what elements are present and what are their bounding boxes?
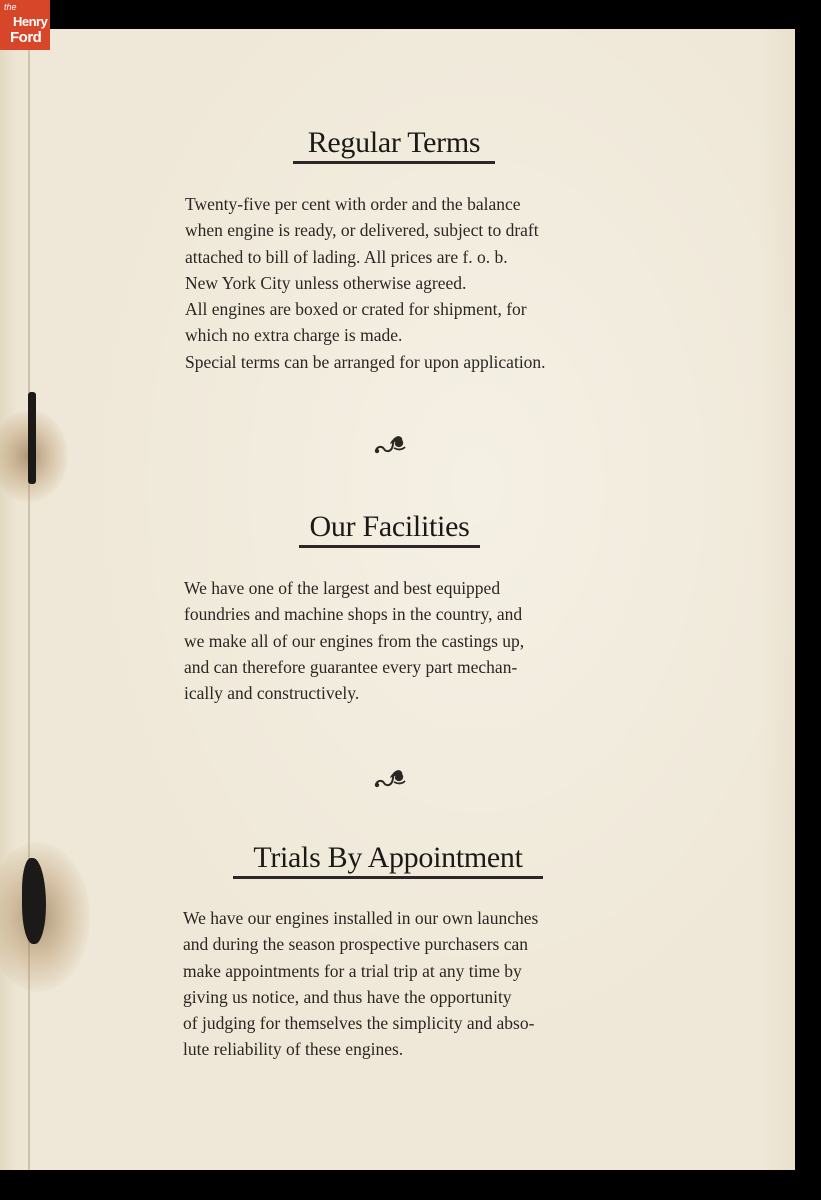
text-line: make appointments for a trial trip at any time by bbox=[183, 960, 522, 981]
text-line: Twenty-five per cent with order and the balance bbox=[185, 194, 521, 214]
heading-regular-terms: Regular Terms bbox=[293, 126, 495, 164]
text-line: foundries and machine shops in the country, and bbox=[184, 604, 523, 625]
text-line: New York City unless otherwise agreed. bbox=[185, 272, 467, 293]
text-line: of judging for themselves the simplicity and abso- bbox=[183, 1013, 535, 1034]
page-spine bbox=[28, 29, 30, 1170]
text-line: lute reliability of these engines. bbox=[183, 1039, 404, 1060]
heading-our-facilities: Our Facilities bbox=[299, 510, 480, 548]
trials-text bbox=[183, 905, 595, 1063]
page-tear bbox=[28, 392, 36, 484]
text-line: We have one of the largest and best equipped bbox=[184, 578, 501, 598]
logo-ford: Ford bbox=[10, 29, 42, 46]
flourish-ornament-icon bbox=[372, 766, 408, 790]
text-line: attached to bill of lading. All prices are f. o. b. bbox=[185, 246, 508, 267]
regular-terms-text bbox=[185, 191, 599, 375]
logo-henry: Henry bbox=[13, 14, 48, 29]
text-line: giving us notice, and thus have the opportunity bbox=[183, 986, 512, 1007]
heading-trials-by-appointment: Trials By Appointment bbox=[233, 841, 543, 879]
henry-ford-logo bbox=[0, 0, 50, 50]
text-line: ically and constructively. bbox=[184, 683, 360, 704]
text-line: when engine is ready, or delivered, subject to draft bbox=[185, 220, 539, 241]
text-line: and can therefore guarantee every part mechan- bbox=[184, 656, 518, 677]
flourish-ornament-icon bbox=[372, 432, 408, 456]
text-line: which no extra charge is made. bbox=[185, 325, 403, 346]
text-line: we make all of our engines from the castings up, bbox=[184, 630, 525, 651]
text-line: We have our engines installed in our own launches bbox=[183, 908, 539, 928]
text-line: All engines are boxed or crated for shipment, for bbox=[185, 299, 527, 320]
text-line: Special terms can be arranged for upon application. bbox=[185, 351, 546, 372]
text-line: and during the season prospective purchasers can bbox=[183, 934, 529, 955]
our-facilities-text bbox=[184, 575, 596, 706]
logo-the: the bbox=[4, 2, 17, 12]
